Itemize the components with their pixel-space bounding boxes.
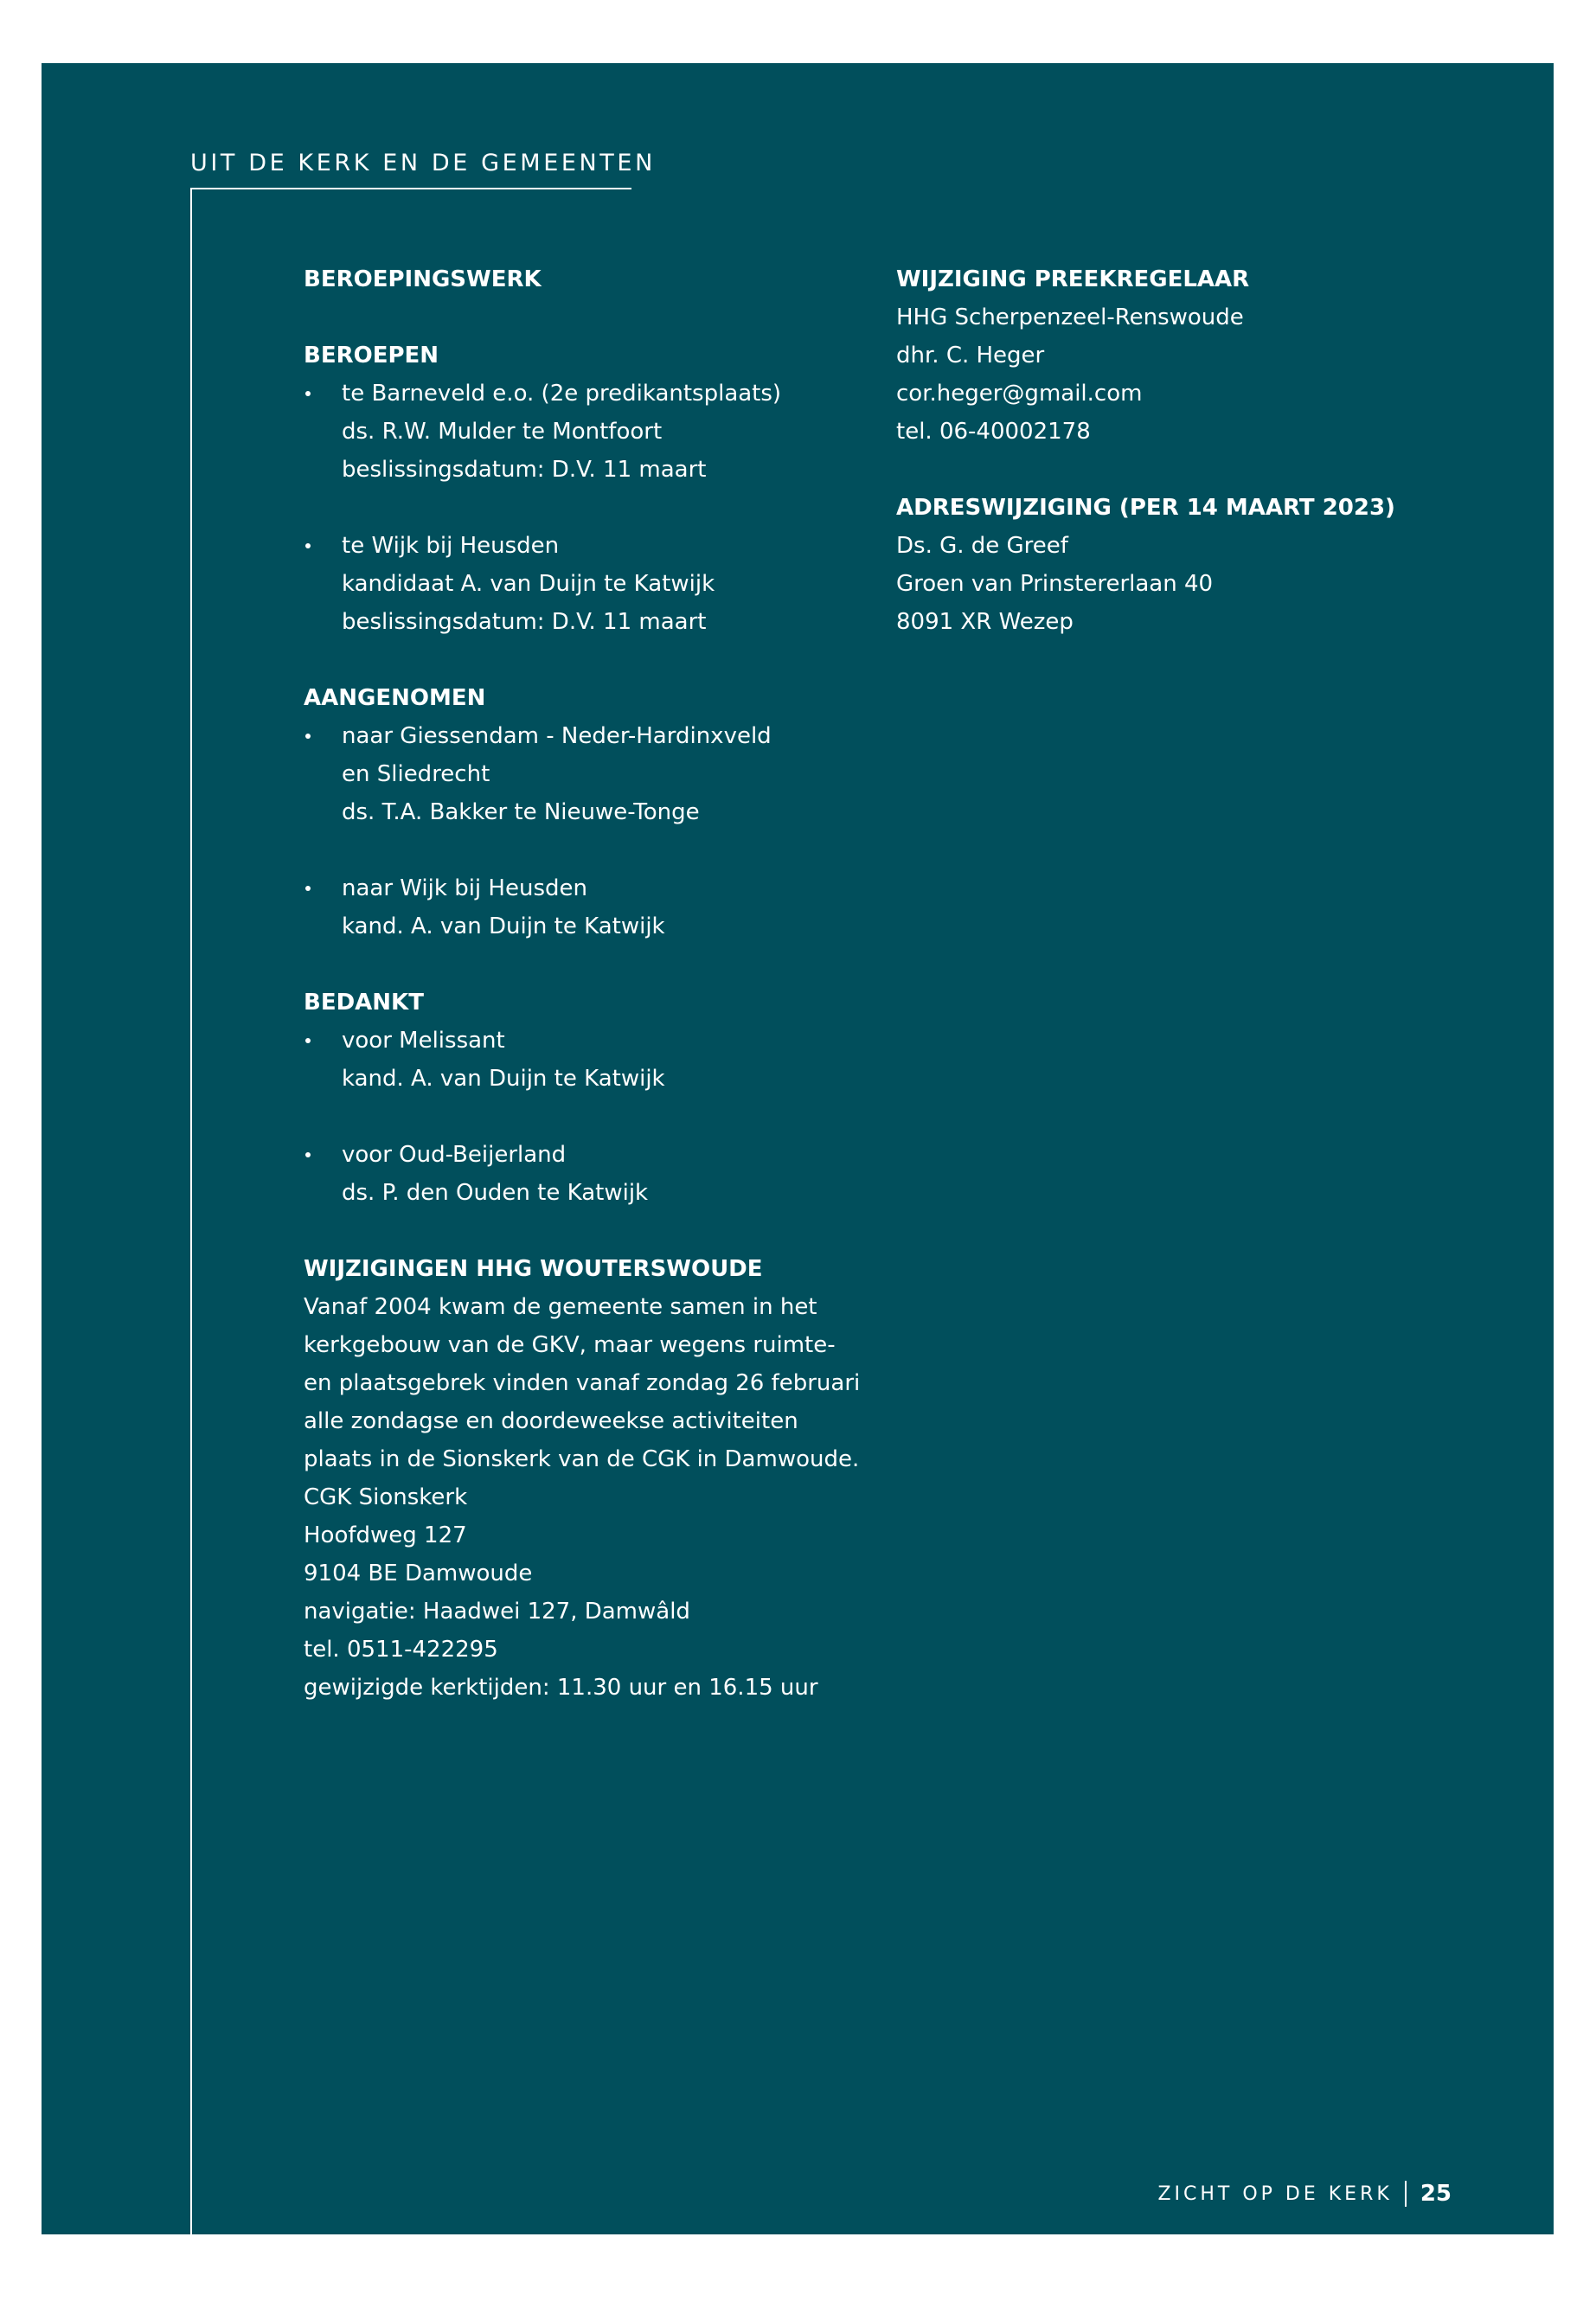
right-column — [896, 260, 1502, 641]
section-title: UIT DE KERK EN DE GEMEENTEN — [190, 150, 656, 176]
address-line: CGK Sionskerk — [304, 1484, 468, 1510]
main-heading: BEROEPINGSWERK — [304, 266, 542, 292]
left-column — [304, 260, 901, 1707]
email-line: cor.heger@gmail.com — [896, 381, 1143, 407]
contact-name-line: dhr. C. Heger — [896, 343, 1045, 369]
left-vertical-rule — [190, 188, 192, 2234]
list-item — [304, 717, 901, 831]
paragraph-line: Vanaf 2004 kwam de gemeente samen in het — [304, 1294, 817, 1320]
page-footer — [1157, 2181, 1452, 2207]
aangenomen-heading: AANGENOMEN — [304, 685, 486, 711]
list-item-line: te Barneveld e.o. (2e predikantsplaats) — [342, 381, 782, 407]
magazine-page — [42, 63, 1554, 2234]
list-item-line: naar Wijk bij Heusden — [342, 875, 587, 901]
bullet-icon — [305, 1038, 311, 1043]
address-line: Hoofdweg 127 — [304, 1522, 467, 1548]
list-item-line: beslissingsdatum: D.V. 11 maart — [342, 457, 707, 483]
beroepen-heading: BEROEPEN — [304, 343, 439, 369]
page-number: 25 — [1420, 2181, 1452, 2207]
wijzigingen-heading: WIJZIGINGEN HHG WOUTERSWOUDE — [304, 1256, 763, 1282]
paragraph-line: alle zondagse en doordeweekse activiteiten — [304, 1408, 798, 1434]
list-item — [304, 375, 901, 489]
phone-line: tel. 0511-422295 — [304, 1637, 498, 1663]
list-item-line: ds. T.A. Bakker te Nieuwe-Tonge — [342, 799, 700, 825]
bullet-icon — [305, 391, 311, 396]
bullet-icon — [305, 886, 311, 891]
paragraph-line: en plaatsgebrek vinden vanaf zondag 26 februari — [304, 1370, 861, 1396]
address-line: navigatie: Haadwei 127, Damwâld — [304, 1599, 690, 1625]
list-item-line: ds. P. den Ouden te Katwijk — [342, 1180, 649, 1206]
list-item-line: voor Melissant — [342, 1028, 505, 1054]
list-item-line: ds. R.W. Mulder te Montfoort — [342, 419, 663, 445]
list-item-line: beslissingsdatum: D.V. 11 maart — [342, 609, 707, 635]
address-line: Ds. G. de Greef — [896, 533, 1068, 559]
bullet-icon — [305, 1152, 311, 1157]
preekregelaar-heading: WIJZIGING PREEKREGELAAR — [896, 266, 1250, 292]
list-item-line: te Wijk bij Heusden — [342, 533, 560, 559]
list-item-line: kand. A. van Duijn te Katwijk — [342, 913, 665, 939]
list-item-line: kandidaat A. van Duijn te Katwijk — [342, 571, 715, 597]
list-item — [304, 1136, 901, 1212]
address-line: 8091 XR Wezep — [896, 609, 1074, 635]
address-line: Groen van Prinstererlaan 40 — [896, 571, 1214, 597]
list-item — [304, 1022, 901, 1098]
header-rule — [190, 188, 631, 189]
paragraph-line: kerkgebouw van de GKV, maar wegens ruimte- — [304, 1332, 836, 1358]
address-line: 9104 BE Damwoude — [304, 1561, 533, 1586]
magazine-title: ZICHT OP DE KERK — [1157, 2182, 1393, 2205]
service-times-line: gewijzigde kerktijden: 11.30 uur en 16.15 uur — [304, 1675, 818, 1701]
list-item-line: en Sliedrecht — [342, 761, 490, 787]
list-item-line: naar Giessendam - Neder-Hardinxveld — [342, 723, 772, 749]
footer-divider — [1405, 2181, 1407, 2207]
list-item — [304, 869, 901, 945]
phone-line: tel. 06-40002178 — [896, 419, 1091, 445]
list-item-line: kand. A. van Duijn te Katwijk — [342, 1066, 665, 1092]
bedankt-heading: BEDANKT — [304, 990, 424, 1016]
list-item — [304, 527, 901, 641]
bullet-icon — [305, 734, 311, 739]
adreswijziging-heading: ADRESWIJZIGING (PER 14 MAART 2023) — [896, 495, 1395, 521]
paragraph-line: plaats in de Sionskerk van de CGK in Damwoude. — [304, 1446, 860, 1472]
bullet-icon — [305, 543, 311, 548]
list-item-line: voor Oud-Beijerland — [342, 1142, 567, 1168]
congregation-line: HHG Scherpenzeel-Renswoude — [896, 304, 1244, 330]
